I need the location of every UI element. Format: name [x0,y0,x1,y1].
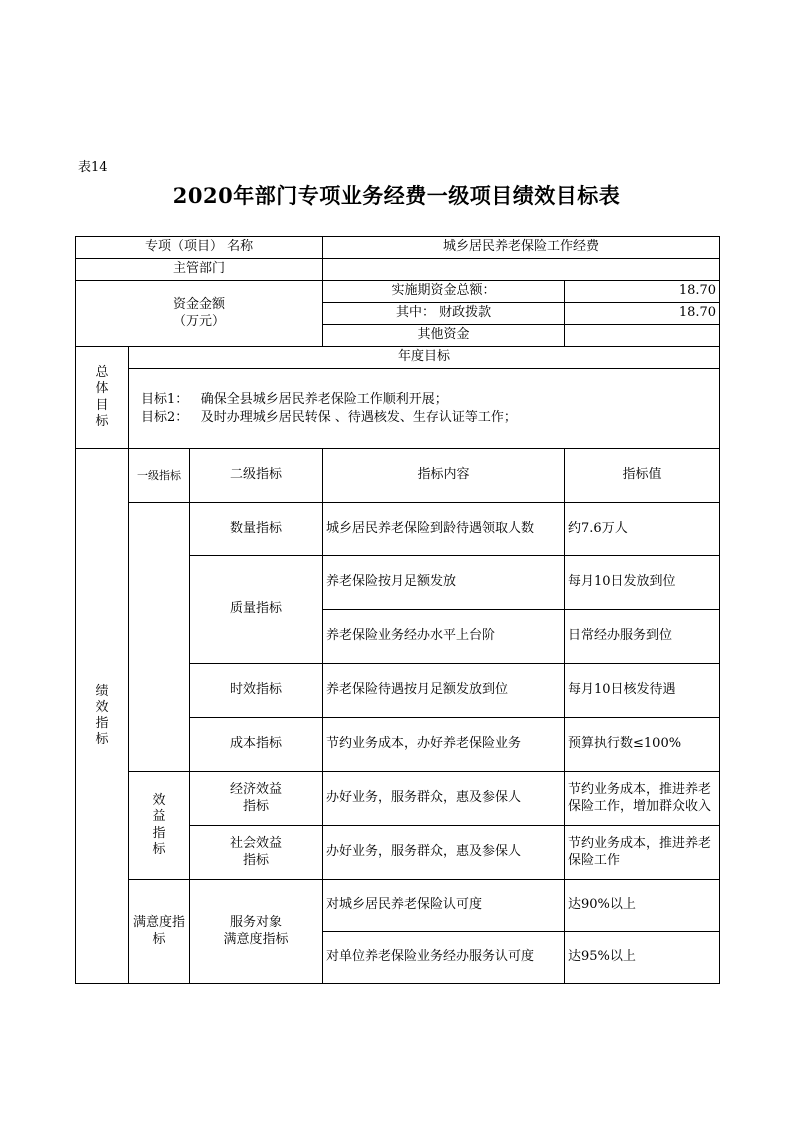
level2-cell: 数量指标 [190,503,323,556]
project-label: 专项（项目） 名称 [76,237,323,259]
header-value: 指标值 [565,449,720,503]
page-title: 2020年部门专项业务经费一级项目绩效目标表 [172,183,621,208]
table-row [76,772,720,826]
level2-cell: 时效指标 [190,664,323,718]
level2-cell: 质量指标 [190,556,323,664]
annual-goal-row [76,369,720,449]
table-number: 表14 [78,160,108,175]
content-cell: 办好业务，服务群众，惠及参保人 [323,772,565,826]
funds-other-value [565,325,720,347]
satisfaction-level2-cell: 服务对象 满意度指标 [190,880,323,984]
overall-goal-label [76,347,129,449]
department-value [323,259,720,281]
value-cell: 每月10日发放到位 [565,556,720,610]
goal-2: 目标2： 及时办理城乡居民转保 、待遇核发、生存认证等工作； [141,409,517,425]
performance-table [75,236,720,984]
value-cell: 约7.6万人 [565,503,720,556]
level2-cell: 成本指标 [190,718,323,772]
funds-other-label: 其他资金 [323,325,565,347]
funds-label-line1: 资金金额 [173,297,226,313]
indicator-header-row [76,449,720,503]
content-cell: 节约业务成本，办好养老保险业务 [323,718,565,772]
content-cell: 对城乡居民养老保险认可度 [323,880,565,932]
content-cell: 养老保险按月足额发放 [323,556,565,610]
annual-goal-content [129,369,720,449]
department-label: 主管部门 [76,259,323,281]
funds-label-line2: （万元） [173,313,226,329]
department-row [76,259,720,281]
header-content: 指标内容 [323,449,565,503]
value-cell: 达90%以上 [565,880,720,932]
goal-1: 目标1： 确保全县城乡居民养老保险工作顺利开展； [141,391,448,407]
value-cell: 日常经办服务到位 [565,610,720,664]
performance-indicator-text: 绩 效 指 标 [95,683,109,748]
value-cell: 预算执行数≤100% [565,718,720,772]
funds-total-row [76,281,720,303]
table-row [76,503,720,556]
benefit-indicator-text: 效 益 指 标 [152,793,166,857]
funds-total-label: 实施期资金总额： [323,281,565,303]
header-level2: 二级指标 [190,449,323,503]
level2-cell: 社会效益 指标 [190,826,323,880]
performance-indicator-label [76,449,129,984]
value-cell: 节约业务成本，推进养老 保险工作，增加群众收入 [565,772,720,826]
annual-goal-header-row [76,347,720,369]
content-cell: 养老保险业务经办水平上台阶 [323,610,565,664]
content-cell: 对单位养老保险业务经办服务认可度 [323,932,565,984]
annual-goal-header: 年度目标 [129,347,720,369]
overall-goal-text: 总 体 目 标 [95,365,109,429]
content-cell: 养老保险待遇按月足额发放到位 [323,664,565,718]
benefit-indicator-label [129,772,190,880]
value-cell: 达95%以上 [565,932,720,984]
value-cell: 每月10日核发待遇 [565,664,720,718]
funds-label [76,281,323,347]
satisfaction-indicator-label: 满意度指 标 [129,880,190,984]
funds-fiscal-value: 18.70 [565,303,720,325]
value-cell: 节约业务成本，推进养老 保险工作 [565,826,720,880]
header-level1: 一级指标 [129,449,190,503]
content-cell: 办好业务，服务群众，惠及参保人 [323,826,565,880]
funds-fiscal-label: 其中： 财政拨款 [323,303,565,325]
level2-cell: 经济效益 指标 [190,772,323,826]
project-name: 城乡居民养老保险工作经费 [323,237,720,259]
project-name-row [76,237,720,259]
table-row [76,880,720,932]
output-indicator-cell [129,503,190,772]
funds-total-value: 18.70 [565,281,720,303]
content-cell: 城乡居民养老保险到龄待遇领取人数 [323,503,565,556]
